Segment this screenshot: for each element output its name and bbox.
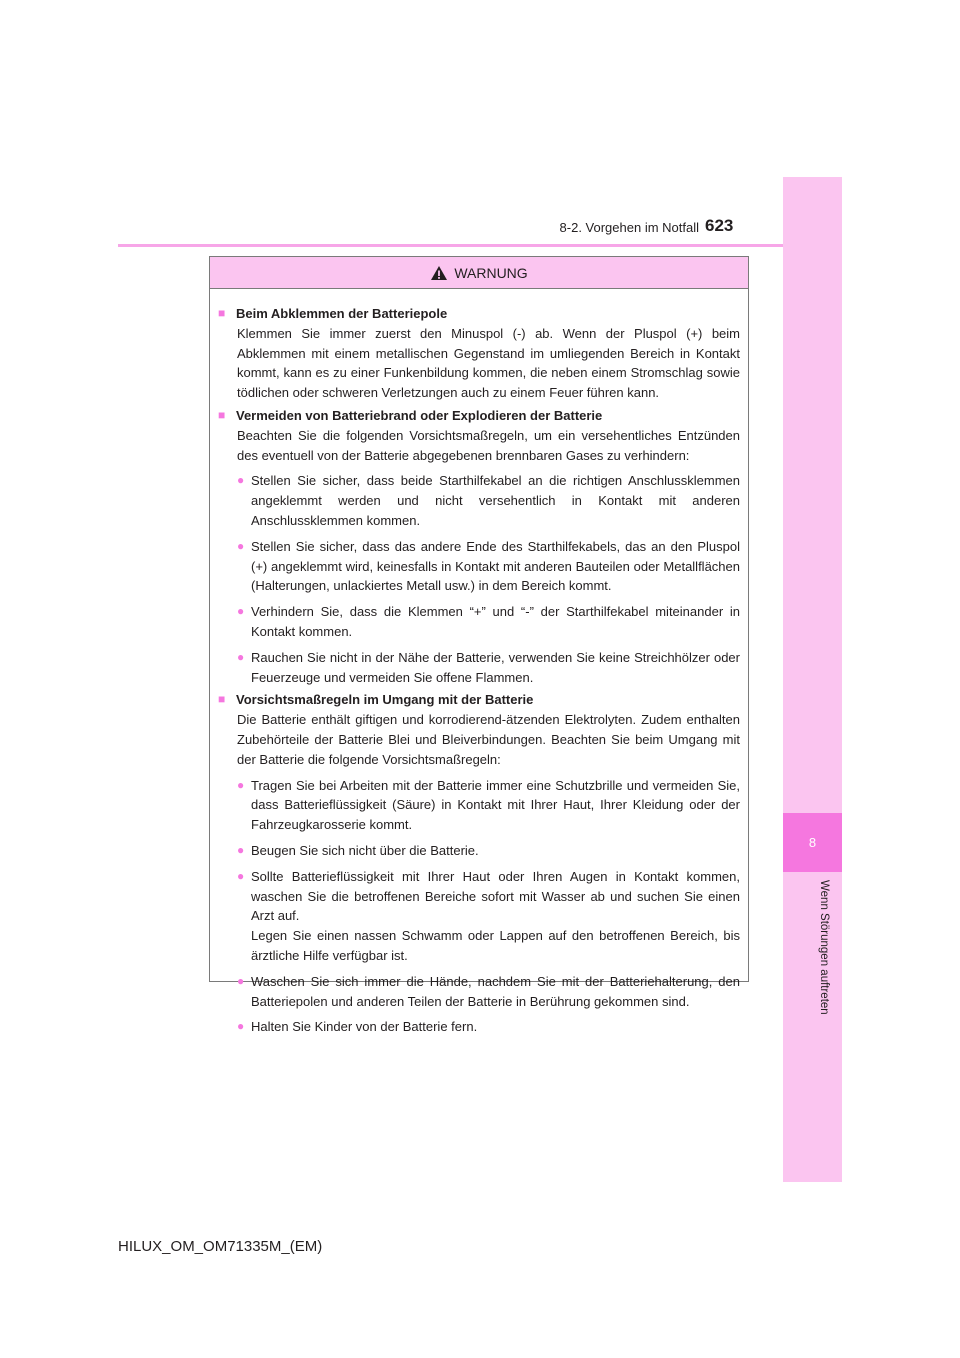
warning-triangle-icon — [430, 265, 448, 281]
square-bullet-icon: ■ — [218, 306, 226, 320]
list-item: ● Stellen Sie sicher, dass das andere Ende des Starthilfekabels, das an den Pluspol (+) angeklemmt wird, keinesfalls in Kontakt mit anderen Bauteilen oder Metallflächen (Halterungen, unlackiertes Metall usw.) in dem Bereich kommt. — [218, 537, 740, 596]
section-text: Beachten Sie die folgenden Vorsichtsmaßregeln, um ein versehentliches Entzünden des eventuell von der Batterie abgegebenen brennbaren Gases zu verhindern: — [237, 427, 740, 463]
warning-body — [210, 289, 748, 1037]
circle-bullet-icon: ● — [237, 842, 245, 857]
section-heading: ■ Beim Abklemmen der Batteriepole — [218, 304, 740, 324]
circle-bullet-icon: ● — [237, 473, 245, 488]
list-item: ● Stellen Sie sicher, dass beide Starthilfekabel an die richtigen Anschlussklemmen angeklemmt werden und nicht versehentlich in Kontakt mit anderen Anschlussklemmen kommen. — [218, 471, 740, 530]
list-item: ● Rauchen Sie nicht in der Nähe der Batterie, verwenden Sie keine Streichhölzer oder Feuerzeuge und vermeiden Sie offene Flammen. — [218, 648, 740, 688]
circle-bullet-icon: ● — [237, 973, 245, 988]
list-item: ● Beugen Sie sich nicht über die Batterie. — [218, 841, 740, 861]
page-number: 623 — [705, 216, 734, 235]
list-item: ● Sollte Batterieflüssigkeit mit Ihrer Haut oder Ihren Augen in Kontakt kommen, waschen Sie die betroffenen Bereiche sofort mit Wasser ab und suchen Sie einen Arzt auf. Legen Sie einen nassen Schwamm oder Lappen auf den betroffenen Bereich, bis ärztliche Hilfe verfügbar ist. — [218, 867, 740, 966]
chapter-title: Wenn Störungen auftreten — [818, 880, 830, 1015]
warning-title: WARNUNG — [454, 264, 528, 281]
section-heading: ■ Vermeiden von Batteriebrand oder Explodieren der Batterie — [218, 406, 740, 426]
circle-bullet-icon: ● — [237, 649, 245, 664]
warning-header — [210, 257, 748, 289]
section-heading: ■ Vorsichtsmaßregeln im Umgang mit der Batterie — [218, 690, 740, 710]
list-item: ● Tragen Sie bei Arbeiten mit der Batterie immer eine Schutzbrille und vermeiden Sie, dass Batterieflüssigkeit (Säure) in Kontakt mit Ihrer Haut, Ihrer Kleidung oder der Fahrzeugkarosserie kommt. — [218, 776, 740, 835]
square-bullet-icon: ■ — [218, 407, 226, 422]
chapter-number: 8 — [783, 813, 842, 872]
circle-bullet-icon: ● — [237, 604, 245, 619]
circle-bullet-icon: ● — [237, 538, 245, 553]
section-text: Die Batterie enthält giftigen und korrodierend-ätzenden Elektrolyten. Zudem enthalten Zubehörteile der Batterie Blei und Bleiverbindungen. Beachten Sie beim Umgang mit der Batterie die folgende Vorsichtsmaßregeln: — [237, 712, 740, 767]
circle-bullet-icon: ● — [237, 1019, 245, 1034]
list-item: ● Halten Sie Kinder von der Batterie fern. — [218, 1017, 740, 1037]
header-rule — [118, 244, 783, 247]
square-bullet-icon: ■ — [218, 692, 226, 707]
circle-bullet-icon: ● — [237, 777, 245, 792]
document-code: HILUX_OM_OM71335M_(EM) — [118, 1238, 323, 1255]
list-item: ● Verhindern Sie, dass die Klemmen “+” und “-” der Starthilfekabel miteinander in Kontakt kommen. — [218, 602, 740, 642]
circle-bullet-icon: ● — [237, 868, 245, 883]
section-title: 8-2. Vorgehen im Notfall — [559, 220, 699, 235]
warning-box — [209, 256, 749, 1035]
list-item: ● Waschen Sie sich immer die Hände, nachdem Sie mit der Batteriehalterung, den Batteriepolen und anderen Teilen der Batterie in Berührung gekommen sind. — [218, 972, 740, 1012]
section-text: Klemmen Sie immer zuerst den Minuspol (-) ab. Wenn der Pluspol (+) beim Abklemmen mit einem metallischen Gegenstand im umliegenden Bereich in Kontakt kommt, kann es zu einer Funkenbildung kommen, die neben einem Stromschlag sowie tödlichen oder schweren Verletzungen auch zu einem Feuer führen kann. — [237, 325, 740, 401]
